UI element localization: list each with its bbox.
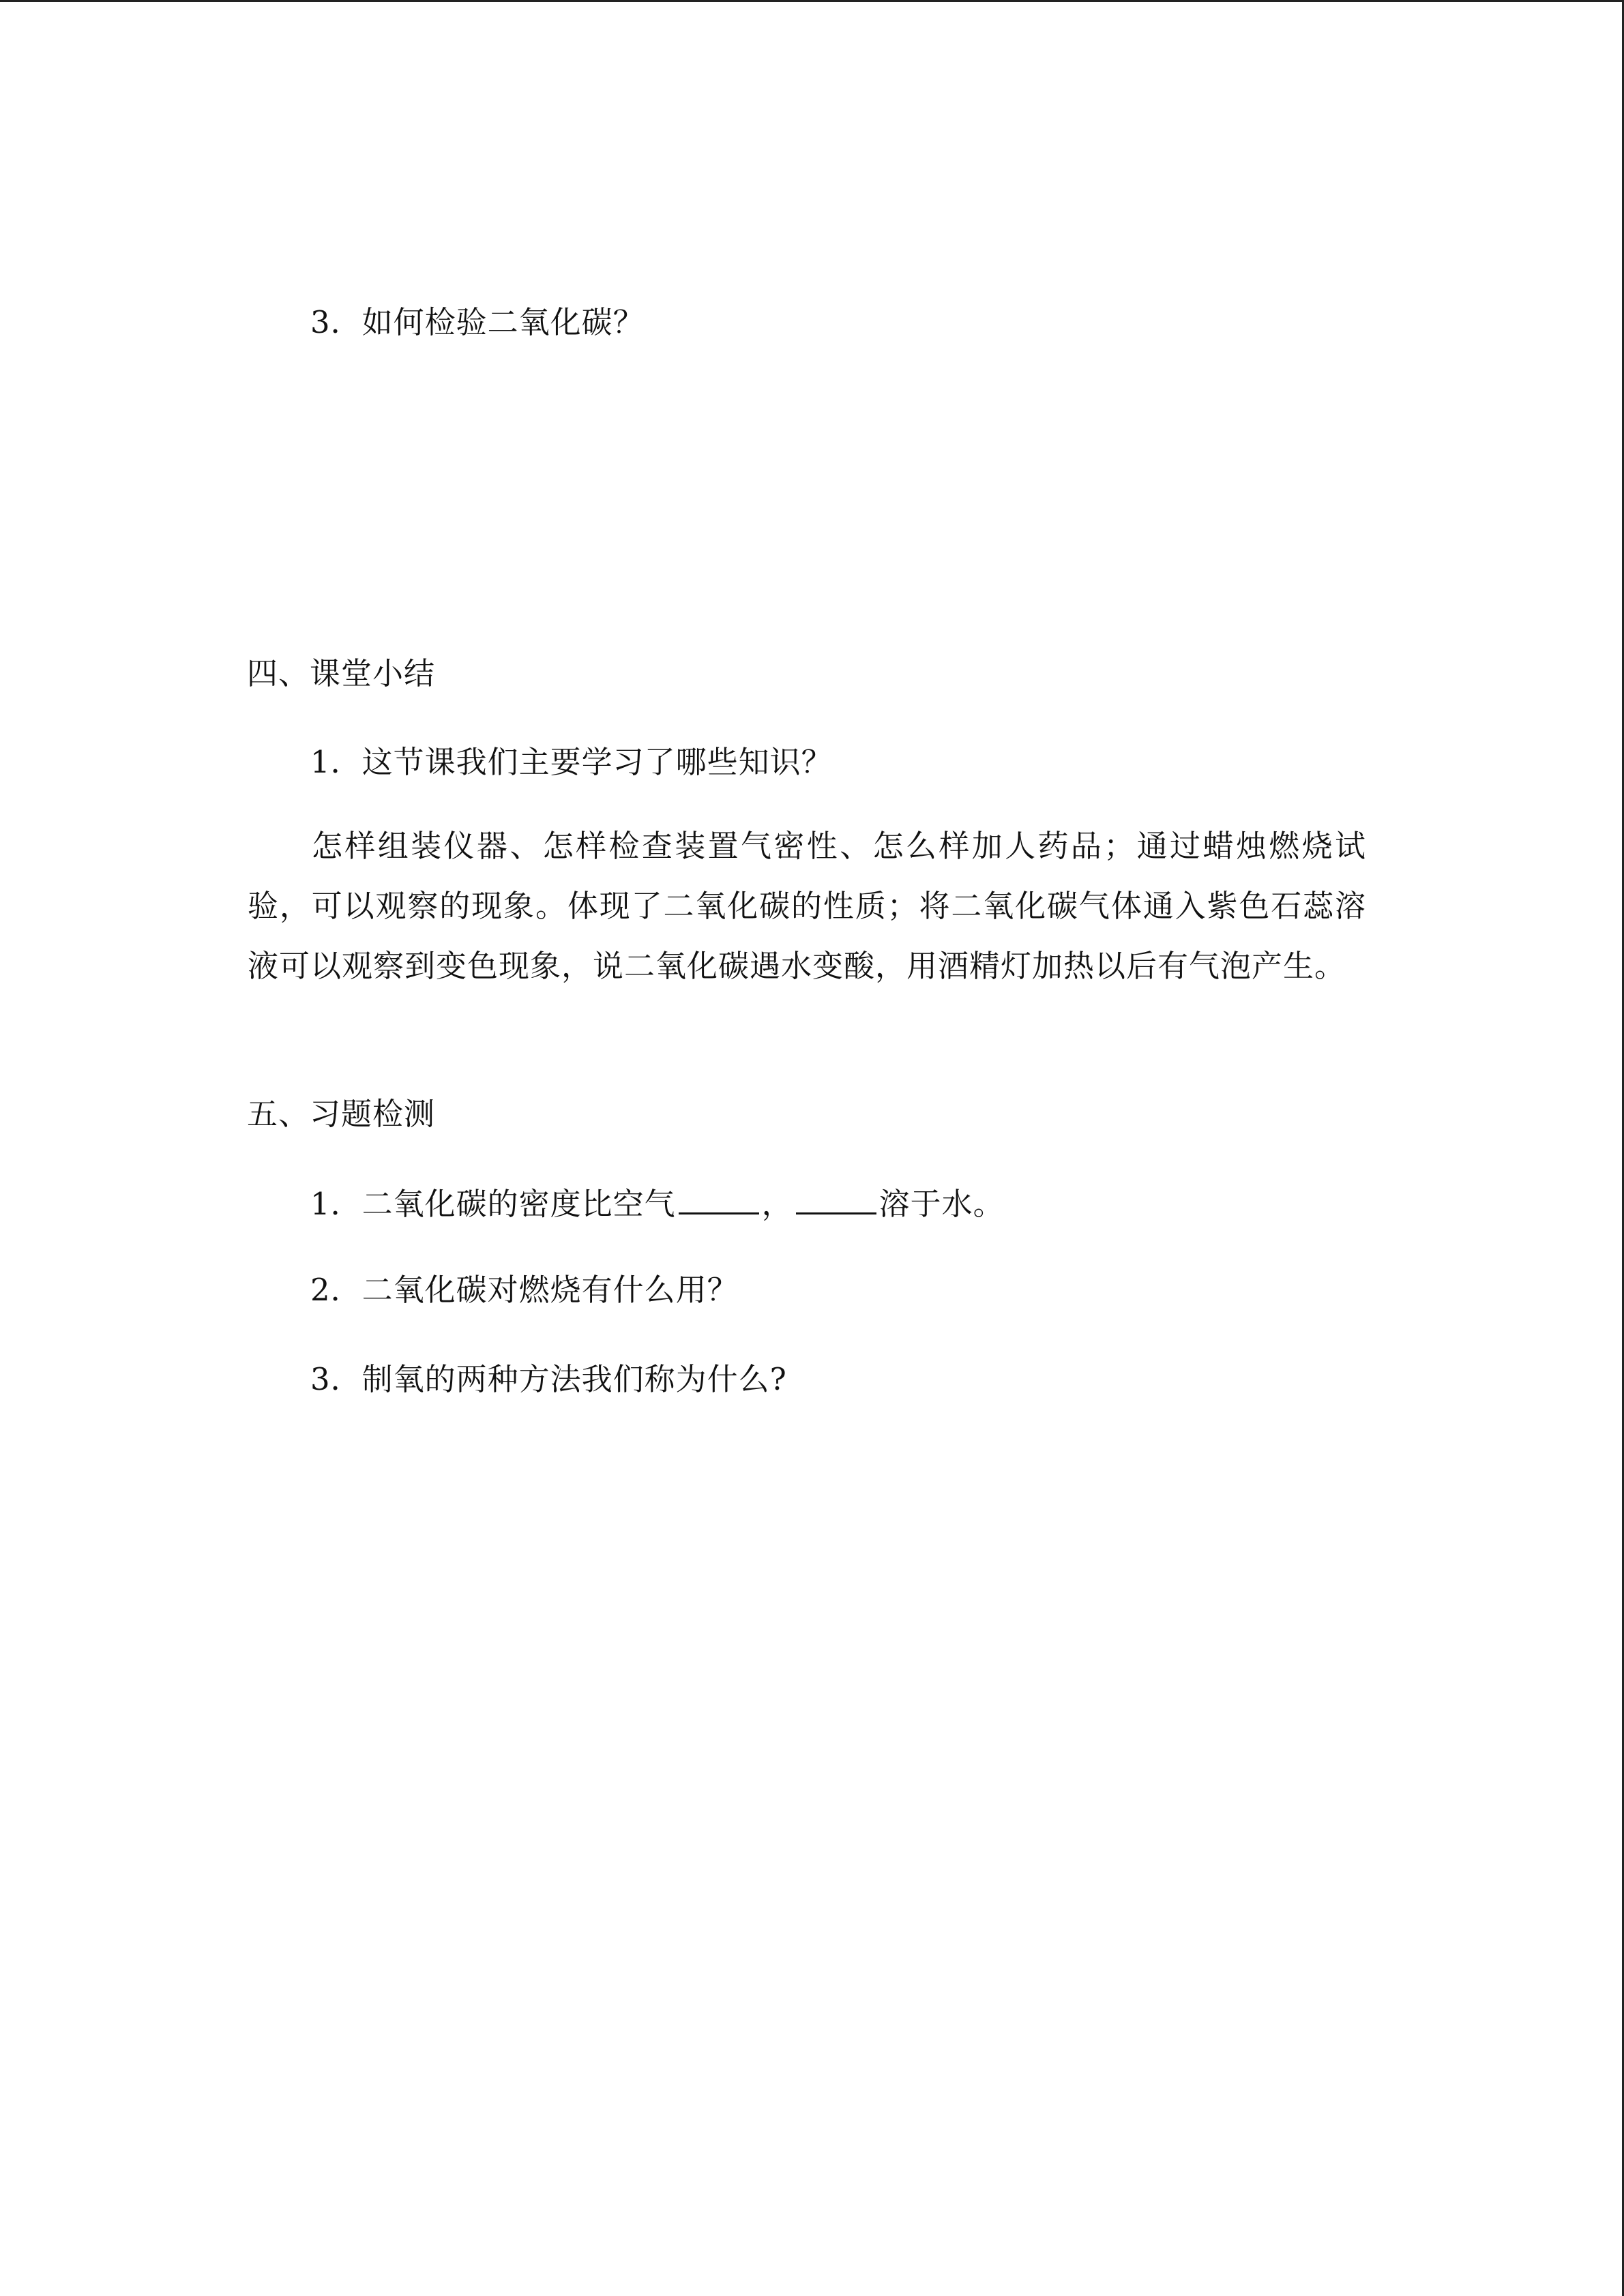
summary-paragraph: 怎样组装仪器、怎样检查装置气密性、怎么样加人药品；通过蜡烛燃烧试验，可以观察的现象。体现了二氧化碳的性质；将二氧化碳气体通入紫色石蕊溶液可以观察到变色现象，说二氧化碳遇水变酸，用酒精灯加热以后有气泡产生。 (248, 828, 1366, 984)
exercise-question-3: 3．制氧的两种方法我们称为什么? (310, 1361, 787, 1397)
summary-question-1: 1．这节课我们主要学习了哪些知识？ (310, 744, 833, 780)
exercise-question-1 (310, 1182, 1005, 1225)
exercise-q1-part2: 溶于水。 (879, 1186, 1005, 1222)
page-top-border (0, 0, 1624, 2)
section-heading-summary: 四、课堂小结 (247, 655, 436, 691)
exercise-q1-sep: ， (761, 1186, 793, 1222)
exercise-q1-part1: 1．二氧化碳的密度比空气 (310, 1186, 676, 1222)
section-heading-exercises: 五、习题检测 (247, 1096, 436, 1132)
fill-blank-2[interactable] (796, 1182, 876, 1214)
fill-blank-1[interactable] (679, 1182, 759, 1214)
question-3-previous: 3．如何检验二氧化碳？ (310, 304, 645, 340)
exercise-question-2: 2．二氧化碳对燃烧有什么用？ (310, 1272, 739, 1308)
